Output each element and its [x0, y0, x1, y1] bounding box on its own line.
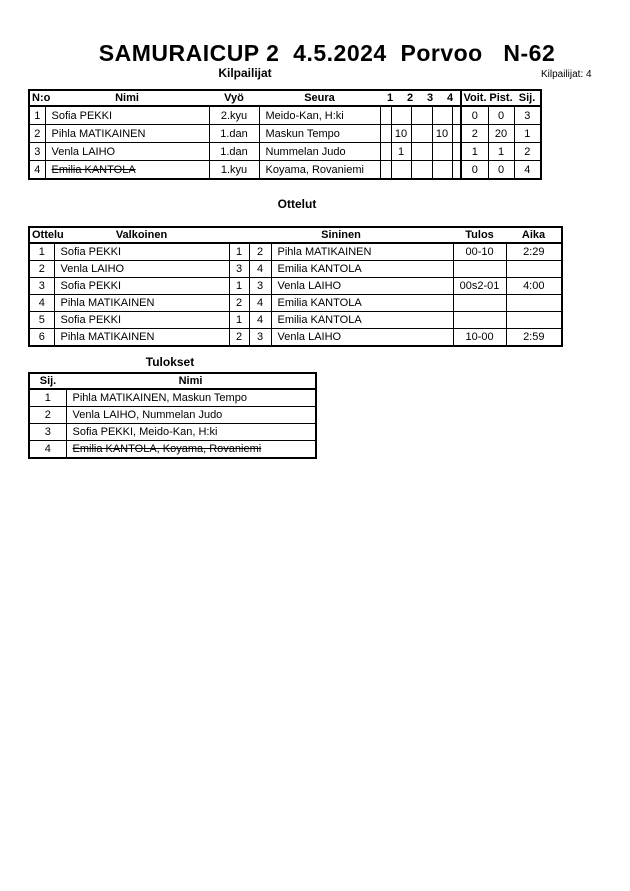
- cell-white-name: Pihla MATIKAINEN: [54, 329, 229, 347]
- cell-tulos: 10-00: [453, 329, 506, 347]
- col-header-sij: Sij.: [39, 375, 57, 387]
- results-section-heading: Tulokset: [145, 355, 195, 369]
- col-header-ottelu: Ottelu: [32, 229, 64, 241]
- cell-sij: 1: [514, 125, 541, 143]
- cell-score-2: [411, 161, 432, 180]
- table-row: [29, 389, 316, 407]
- cell-no: 1: [29, 106, 45, 125]
- cell-tulos: [453, 261, 506, 278]
- cell-score-4: [452, 106, 461, 125]
- cell-score-3: [432, 143, 452, 161]
- cell-sij: 2: [514, 143, 541, 161]
- matches-section-heading: Ottelut: [277, 197, 317, 211]
- cell-seura: Nummelan Judo: [259, 143, 380, 161]
- cell-white-num: 2: [229, 329, 249, 347]
- col-header-score-4: 4: [446, 92, 454, 104]
- col-header-seura: Seura: [304, 92, 335, 104]
- cell-seura: Meido-Kan, H:ki: [259, 106, 380, 125]
- cell-voit: 0: [461, 106, 488, 125]
- cell-aika: [506, 312, 562, 329]
- col-header-tulos: Tulos: [465, 229, 494, 241]
- cell-white-num: 1: [229, 278, 249, 295]
- cell-pist: 1: [488, 143, 514, 161]
- cell-seura: Maskun Tempo: [259, 125, 380, 143]
- page-title: SAMURAICUP 2 4.5.2024 Porvoo N-62: [98, 40, 556, 66]
- cell-tulos: 00-10: [453, 243, 506, 261]
- col-header-no: N:o: [32, 92, 51, 104]
- cell-score-1: [391, 161, 411, 180]
- cell-white-name: Sofia PEKKI: [54, 243, 229, 261]
- cell-score-pad: [380, 106, 391, 125]
- cell-match-no: 5: [29, 312, 54, 329]
- table-row: [29, 243, 562, 261]
- competitors-table: [28, 89, 542, 180]
- cell-place: 1: [29, 389, 66, 407]
- col-header-sininen: Sininen: [321, 229, 361, 241]
- table-row: [29, 295, 562, 312]
- cell-pist: 0: [488, 161, 514, 180]
- cell-blue-name: Venla LAIHO: [271, 278, 453, 295]
- cell-name-club: Venla LAIHO, Nummelan Judo: [66, 407, 316, 424]
- col-header-sij: Sij.: [518, 92, 536, 104]
- cell-blue-name: Pihla MATIKAINEN: [271, 243, 453, 261]
- cell-blue-name: Emilia KANTOLA: [271, 312, 453, 329]
- col-header-valkoinen: Valkoinen: [115, 229, 168, 241]
- cell-no: 4: [29, 161, 45, 180]
- cell-vyo: 1.dan: [209, 143, 259, 161]
- cell-white-num: 1: [229, 243, 249, 261]
- col-header-score-2: 2: [406, 92, 414, 104]
- cell-vyo: 1.kyu: [209, 161, 259, 180]
- cell-pist: 0: [488, 106, 514, 125]
- cell-pist: 20: [488, 125, 514, 143]
- table-row: [29, 125, 541, 143]
- competitors-section-heading: Kilpailijat: [218, 66, 272, 80]
- col-header-vyo: Vyö: [224, 92, 244, 104]
- cell-white-name: Venla LAIHO: [54, 261, 229, 278]
- matches-table: [28, 226, 563, 347]
- cell-nimi: Pihla MATIKAINEN: [45, 125, 209, 143]
- cell-white-num: 1: [229, 312, 249, 329]
- cell-nimi: Emilia KANTOLA: [45, 161, 209, 180]
- cell-sij: 4: [514, 161, 541, 180]
- cell-no: 2: [29, 125, 45, 143]
- table-row: [29, 441, 316, 459]
- col-header-nimi: Nimi: [178, 375, 203, 387]
- cell-tulos: [453, 312, 506, 329]
- table-row: [29, 278, 562, 295]
- col-header-pist: Pist.: [489, 92, 513, 104]
- cell-white-num: 2: [229, 295, 249, 312]
- cell-blue-num: 4: [249, 295, 271, 312]
- col-header-score-1: 1: [386, 92, 394, 104]
- cell-aika: [506, 295, 562, 312]
- cell-voit: 1: [461, 143, 488, 161]
- cell-seura: Koyama, Rovaniemi: [259, 161, 380, 180]
- cell-score-pad: [380, 143, 391, 161]
- cell-place: 3: [29, 424, 66, 441]
- cell-score-4: [452, 125, 461, 143]
- cell-white-name: Sofia PEKKI: [54, 312, 229, 329]
- cell-aika: 2:29: [506, 243, 562, 261]
- col-header-aika: Aika: [521, 229, 546, 241]
- cell-name-club: Sofia PEKKI, Meido-Kan, H:ki: [66, 424, 316, 441]
- table-row: [29, 424, 316, 441]
- cell-voit: 0: [461, 161, 488, 180]
- cell-score-2: [411, 125, 432, 143]
- cell-aika: 4:00: [506, 278, 562, 295]
- cell-tulos: 00s2-01: [453, 278, 506, 295]
- col-header-score-3: 3: [426, 92, 434, 104]
- table-row: [29, 261, 562, 278]
- cell-blue-num: 3: [249, 329, 271, 347]
- matches-header-row: [29, 227, 562, 243]
- cell-score-pad: [380, 125, 391, 143]
- cell-match-no: 2: [29, 261, 54, 278]
- cell-aika: [506, 261, 562, 278]
- cell-match-no: 4: [29, 295, 54, 312]
- cell-score-3: 10: [432, 125, 452, 143]
- col-header-voit: Voit.: [461, 90, 488, 106]
- cell-blue-name: Emilia KANTOLA: [271, 295, 453, 312]
- cell-score-1: 10: [391, 125, 411, 143]
- cell-blue-num: 3: [249, 278, 271, 295]
- cell-name-club: Pihla MATIKAINEN, Maskun Tempo: [66, 389, 316, 407]
- cell-tulos: [453, 295, 506, 312]
- cell-match-no: 1: [29, 243, 54, 261]
- cell-score-3: [432, 106, 452, 125]
- results-table: [28, 372, 317, 459]
- cell-match-no: 3: [29, 278, 54, 295]
- col-header-score-group: [380, 90, 461, 106]
- cell-vyo: 1.dan: [209, 125, 259, 143]
- cell-blue-num: 4: [249, 261, 271, 278]
- cell-white-num: 3: [229, 261, 249, 278]
- cell-score-pad: [380, 161, 391, 180]
- cell-score-3: [432, 161, 452, 180]
- results-header-row: [29, 373, 316, 389]
- cell-place: 4: [29, 441, 66, 459]
- cell-score-2: [411, 106, 432, 125]
- cell-no: 3: [29, 143, 45, 161]
- cell-score-2: [411, 143, 432, 161]
- col-header-nimi: Nimi: [115, 92, 139, 104]
- cell-name-club: Emilia KANTOLA, Koyama, Rovaniemi: [66, 441, 316, 459]
- cell-blue-name: Emilia KANTOLA: [271, 261, 453, 278]
- cell-score-4: [452, 143, 461, 161]
- table-row: [29, 161, 541, 180]
- cell-score-1: [391, 106, 411, 125]
- cell-blue-num: 2: [249, 243, 271, 261]
- cell-match-no: 6: [29, 329, 54, 347]
- cell-vyo: 2.kyu: [209, 106, 259, 125]
- cell-white-name: Pihla MATIKAINEN: [54, 295, 229, 312]
- cell-place: 2: [29, 407, 66, 424]
- competitors-header-row: [29, 90, 541, 106]
- table-row: [29, 329, 562, 347]
- cell-voit: 2: [461, 125, 488, 143]
- cell-nimi: Venla LAIHO: [45, 143, 209, 161]
- cell-sij: 3: [514, 106, 541, 125]
- competitors-count-label: Kilpailijat: 4: [541, 69, 592, 80]
- table-row: [29, 407, 316, 424]
- cell-nimi: Sofia PEKKI: [45, 106, 209, 125]
- table-row: [29, 143, 541, 161]
- cell-white-name: Sofia PEKKI: [54, 278, 229, 295]
- cell-blue-name: Venla LAIHO: [271, 329, 453, 347]
- table-row: [29, 312, 562, 329]
- table-row: [29, 106, 541, 125]
- cell-score-1: 1: [391, 143, 411, 161]
- cell-aika: 2:59: [506, 329, 562, 347]
- cell-score-4: [452, 161, 461, 180]
- cell-blue-num: 4: [249, 312, 271, 329]
